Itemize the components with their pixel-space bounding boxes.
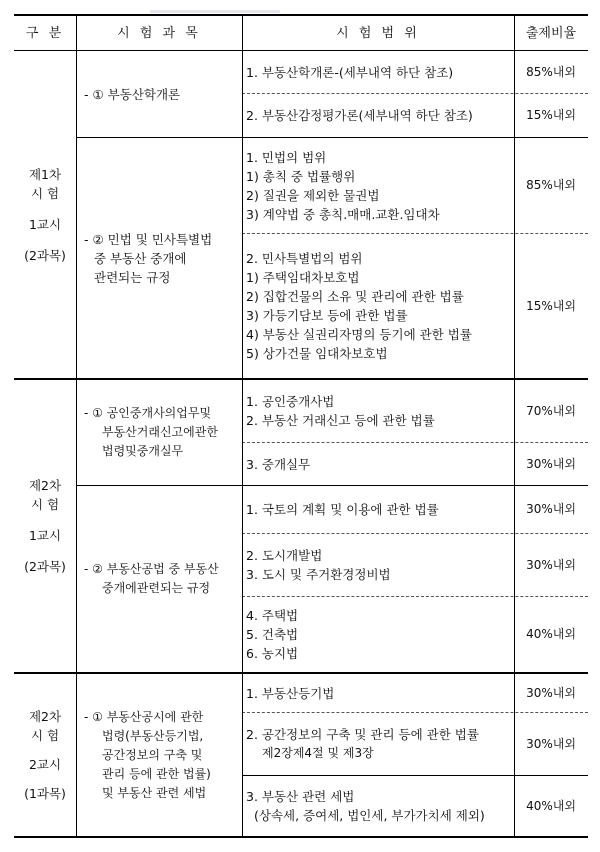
column-rule [242,16,243,836]
subject-cell [76,51,242,137]
scope-line: 2) 질권을 제외한 물권법 [246,187,380,203]
ratio-cell: 85%내외 [526,64,576,79]
scope-cell [242,486,514,533]
subject-line: 중 부동산 중개에 [94,250,187,266]
scope-line: 2. 부동산 거래신고 등에 관한 법률 [246,413,435,428]
ratio-cell: 30%내외 [526,456,576,471]
ratio-cell: 85%내외 [526,178,576,192]
subject-line: - ① 부동산공시에 관한 [84,709,204,724]
division-line: 시 험 [30,728,60,743]
scope-line: 4) 부동산 실권리자명의 등기에 관한 법률 [246,327,472,342]
division-cell [14,674,76,836]
subject-line: 관련되는 규정 [94,269,171,285]
division-cell [14,380,76,672]
scope-line: 2. 도시개발법 [246,548,323,563]
ratio-cell: 30%내외 [526,736,576,751]
scope-cell [242,138,514,233]
scope-line: 1. 민법의 범위 [246,149,327,165]
ratio-cell: 40%내외 [526,627,576,641]
scope-cell [242,597,514,672]
top-accent-bar [150,10,280,13]
division-line: (2과목) [24,247,66,263]
division-line: 시 험 [30,497,60,512]
table-bottom-border [14,836,588,838]
header-scope: 시 험 범 위 [336,25,420,41]
scope-cell [242,534,514,596]
subject-line: 법령(부동산등기법, [102,728,204,743]
division-line: 제1차 [28,166,62,182]
subject-line: - ② 민법 및 민사특별법 [84,231,213,247]
division-line: 제2차 [28,709,62,724]
scope-cell [242,713,514,775]
scope-line: 5) 상가건물 임대차보호법 [246,346,388,361]
scope-line: 1) 주택임대차보호법 [246,270,360,285]
ratio-cell: 15%내외 [526,108,576,122]
subject-line: 부동산거래신고에관한 [102,425,218,439]
subject-line: - ① 부동산학개론 [84,86,181,102]
scope-line: (상속세, 증여세, 법인세, 부가가치세 제외) [254,808,485,823]
scope-line: 4. 주택법 [246,608,299,623]
subject-line: 및 부동산 관련 세법 [102,785,207,800]
subject-line: - ① 공인중개사의업무및 [84,406,212,420]
division-line: 2교시 [28,757,62,772]
scope-line: 1. 부동산학개론-(세부내역 하단 참조) [246,64,454,80]
ratio-cell: 30%내외 [526,685,576,700]
scope-line: 2) 집합건물의 소유 및 관리에 관한 법률 [246,289,464,304]
header-division: 구 분 [25,25,65,41]
scope-line: 1. 국토의 계획 및 이용에 관한 법률 [246,502,439,517]
scope-line: 제2장제4절 및 제3장 [262,746,374,760]
scope-cell [242,380,514,442]
scope-cell [242,234,514,378]
exam-scope-table [14,14,588,838]
ratio-cell: 30%내외 [526,502,576,516]
header-ratio: 출제비율 [525,25,577,41]
column-rule [76,16,77,836]
division-line: (1과목) [24,786,66,801]
scope-line: 2. 부동산감정평가론(세부내역 하단 참조) [246,108,473,123]
column-rule [514,16,515,836]
subject-cell [76,380,242,485]
ratio-cell: 70%내외 [526,403,576,418]
scope-line: 2. 공간정보의 구축 및 관리 등에 관한 법률 [246,727,479,742]
scope-line: 6. 농지법 [246,646,299,661]
scope-line: 2. 민사특별법의 범위 [246,251,363,266]
scope-line: 3. 부동산 관련 세법 [246,789,355,804]
scope-line: 1) 총칙 중 법률행위 [246,168,356,184]
division-line: 시 험 [30,185,60,201]
subject-cell [76,486,242,672]
subject-line: 공간정보의 구축 및 [102,747,203,762]
scope-cell [242,443,514,485]
division-cell [14,51,76,378]
ratio-cell: 30%내외 [526,557,576,572]
division-line: 1교시 [28,528,62,543]
scope-cell [242,94,514,137]
scope-line: 3) 계약법 중 총칙.매매.교환.임대차 [246,206,440,222]
scope-line: 3. 중개실무 [246,456,311,472]
subject-line: - ② 부동산공법 중 부동산 [84,562,219,576]
ratio-cell: 15%내외 [526,298,576,313]
subject-line: 법령및중개실무 [102,444,184,458]
scope-cell [242,51,514,93]
subject-line: 관리 등에 관한 법률) [102,766,211,781]
ratio-cell: 40%내외 [526,798,576,813]
division-line: 제2차 [28,478,62,493]
scope-line: 3) 가등기담보 등에 관한 법률 [246,308,408,323]
scope-line: 5. 건축법 [246,627,299,642]
division-line: (2과목) [24,559,66,574]
subject-cell [76,138,242,378]
scope-line: 1. 부동산등기법 [246,685,335,701]
scope-line: 1. 공인중개사법 [246,394,335,409]
scope-line: 3. 도시 및 주거환경정비법 [246,567,391,582]
header-subject: 시 험 과 목 [117,25,201,41]
subject-cell [76,674,242,836]
scope-cell [242,674,514,712]
division-line: 1교시 [28,216,62,232]
subject-line: 중개에관련되는 규정 [102,581,211,595]
scope-cell [242,776,514,836]
